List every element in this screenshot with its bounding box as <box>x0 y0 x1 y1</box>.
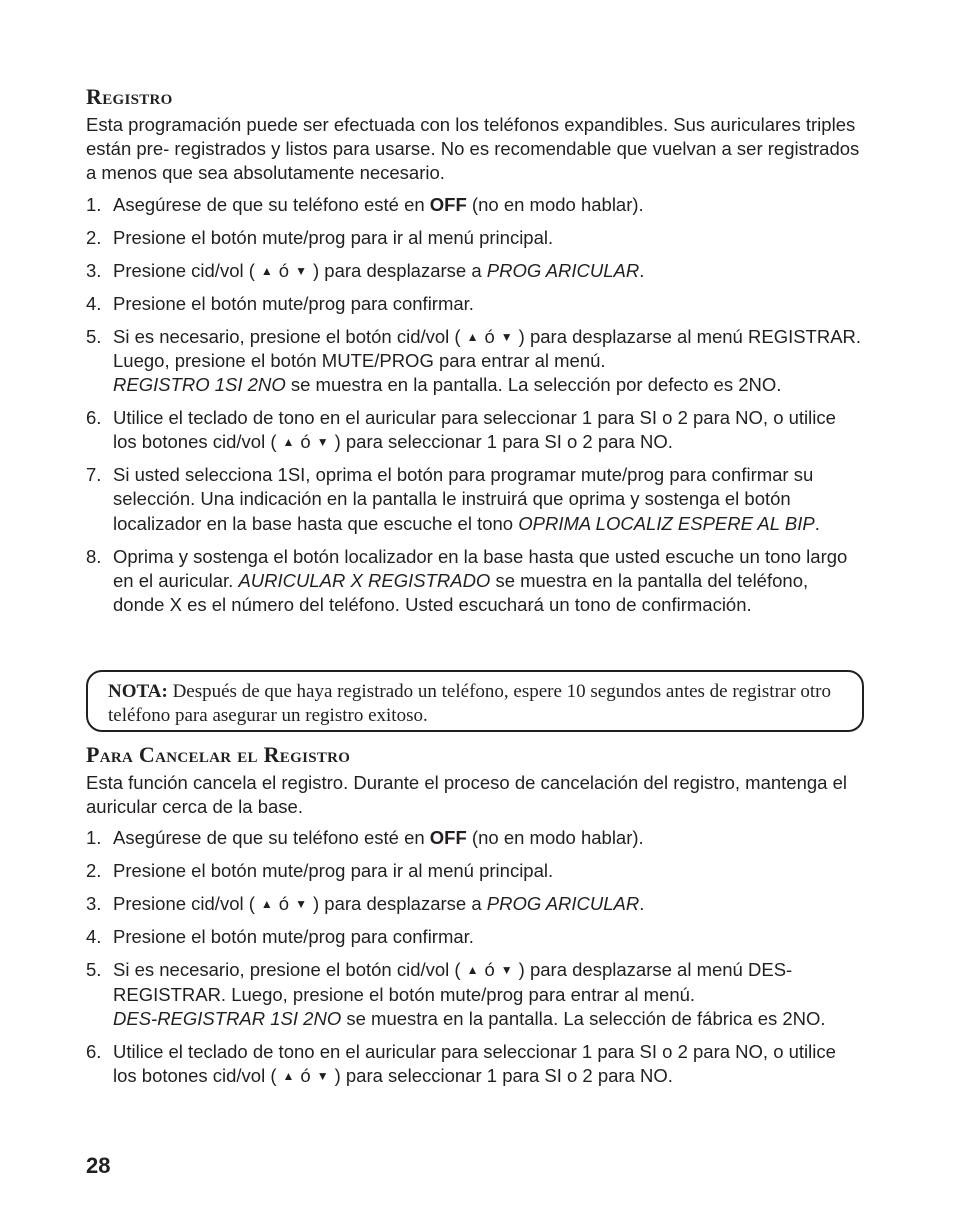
step-text: . <box>639 893 645 915</box>
list-item <box>86 859 864 883</box>
down-triangle-icon: ▼ <box>500 329 513 344</box>
step-number: 7. <box>86 464 102 486</box>
section-title: Registro <box>86 84 173 109</box>
up-triangle-icon: ▲ <box>466 963 479 978</box>
step-number: 2. <box>86 860 102 882</box>
step-text: ó <box>300 1065 311 1087</box>
steps-list <box>86 826 864 1088</box>
off-label: OFF <box>429 193 467 215</box>
section-title: Para Cancelar el Registro <box>86 742 351 767</box>
section-registro <box>86 84 864 626</box>
page-number: 28 <box>86 1153 111 1178</box>
step-text: . <box>639 259 645 281</box>
section-cancelar-registro <box>86 742 864 1097</box>
step-text: Presione el botón mute/prog para confirmar. <box>113 926 474 948</box>
list-item <box>86 1040 864 1088</box>
step-text: ó <box>484 325 495 347</box>
step-number: 4. <box>86 926 102 948</box>
step-text: (no en modo hablar). <box>466 827 644 849</box>
step-text: ) para desplazarse al menú REGISTRAR. Luego, presione el botón MUTE/PROG para entrar al menú. <box>113 325 862 371</box>
up-triangle-icon: ▲ <box>466 329 479 344</box>
display-text: REGISTRO 1SI 2NO <box>113 374 286 396</box>
step-number: 4. <box>86 292 102 314</box>
step-text: ) para seleccionar 1 para SI o 2 para NO. <box>334 431 673 453</box>
display-text: PROG ARICULAR <box>486 893 640 915</box>
step-number: 8. <box>86 545 102 567</box>
list-item <box>86 958 864 1031</box>
up-triangle-icon: ▲ <box>282 1069 295 1084</box>
step-number: 3. <box>86 893 102 915</box>
step-text: Presione el botón mute/prog para ir al menú principal. <box>113 860 554 882</box>
step-text: ó <box>278 893 290 915</box>
step-text: se muestra en la pantalla. La selección de fábrica es 2NO. <box>341 1007 826 1029</box>
step-text: se muestra en la pantalla del teléfono, donde X es el número del teléfono. Usted escuchará un tono de confirmación. <box>113 569 809 616</box>
note-box <box>86 670 864 732</box>
step-text: Si es necesario, presione el botón cid/vol ( <box>113 959 461 981</box>
section-intro: Esta programación puede ser efectuada con los teléfonos expandibles. Sus auriculares triples están pre- registrados y listos para usarse. No es recomendable que vuelvan a ser registrados a menos que sea absolutamente necesario. <box>86 114 860 184</box>
list-item <box>86 292 864 316</box>
note-label: NOTA: <box>108 681 168 702</box>
list-item <box>86 463 864 536</box>
step-text: Asegúrese de que su teléfono esté en <box>113 827 430 849</box>
step-text: ) para desplazarse a <box>312 893 487 915</box>
up-triangle-icon: ▲ <box>260 263 273 278</box>
step-text: ) para desplazarse al menú DES-REGISTRAR. Luego, presione el botón mute/prog para entrar al menú. <box>113 959 793 1005</box>
list-item <box>86 259 864 283</box>
step-text: Si es necesario, presione el botón cid/vol ( <box>113 325 461 347</box>
down-triangle-icon: ▼ <box>500 963 513 978</box>
step-text: Presione el botón mute/prog para ir al menú principal. <box>113 226 554 248</box>
step-number: 1. <box>86 827 102 849</box>
step-number: 3. <box>86 259 102 281</box>
note-text: Después de que haya registrado un teléfono, espere 10 segundos antes de registrar otro teléfono para asegurar un registro exitoso. <box>108 681 832 726</box>
down-triangle-icon: ▼ <box>316 1069 329 1084</box>
step-text: Presione el botón mute/prog para confirmar. <box>113 292 474 314</box>
step-text: ó <box>484 959 495 981</box>
step-text: ) para seleccionar 1 para SI o 2 para NO. <box>334 1065 673 1087</box>
section-intro: Esta función cancela el registro. Durante el proceso de cancelación del registro, mantenga el auricular cerca de la base. <box>86 772 847 818</box>
display-text: PROG ARICULAR <box>486 259 640 281</box>
list-item <box>86 826 864 850</box>
step-text: Oprima y sostenga el botón localizador en la base hasta que usted escuche un tono largo en el auricular. <box>113 545 848 591</box>
step-number: 5. <box>86 959 102 981</box>
step-text: Utilice el teclado de tono en el auricular para seleccionar 1 para SI o 2 para NO, o utilice los botones cid/vol ( <box>113 407 836 453</box>
step-text: ó <box>300 431 311 453</box>
down-triangle-icon: ▼ <box>316 435 329 450</box>
step-text: ó <box>278 259 290 281</box>
list-item <box>86 406 864 454</box>
step-number: 1. <box>86 193 102 215</box>
down-triangle-icon: ▼ <box>295 263 307 278</box>
step-text: Asegúrese de que su teléfono esté en <box>113 193 430 215</box>
step-text: ) para desplazarse a <box>312 259 487 281</box>
display-text: AURICULAR X REGISTRADO <box>238 569 491 591</box>
display-text: DES-REGISTRAR 1SI 2NO <box>113 1007 342 1029</box>
list-item <box>86 226 864 250</box>
display-text: OPRIMA LOCALIZ ESPERE AL BIP <box>518 512 815 534</box>
step-text: Presione cid/vol ( <box>113 259 255 281</box>
step-text: Presione cid/vol ( <box>113 893 255 915</box>
step-text: se muestra en la pantalla. La selección por defecto es 2NO. <box>285 374 782 396</box>
step-number: 5. <box>86 325 102 347</box>
step-number: 2. <box>86 226 102 248</box>
step-text: Utilice el teclado de tono en el auricular para seleccionar 1 para SI o 2 para NO, o utilice los botones cid/vol ( <box>113 1040 836 1087</box>
step-text: . <box>814 512 820 534</box>
up-triangle-icon: ▲ <box>282 435 295 450</box>
up-triangle-icon: ▲ <box>260 897 273 912</box>
list-item <box>86 925 864 949</box>
down-triangle-icon: ▼ <box>295 897 307 912</box>
off-label: OFF <box>429 827 467 849</box>
step-text: (no en modo hablar). <box>466 193 644 215</box>
list-item <box>86 545 864 618</box>
list-item <box>86 193 864 217</box>
step-number: 6. <box>86 407 102 429</box>
step-text: Si usted selecciona 1SI, oprima el botón para programar mute/prog para confirmar su selección. Una indicación en la pantalla le instruirá que oprima y sostenga el botón localizador en la base hasta que escuche el tono <box>113 464 814 534</box>
list-item <box>86 325 864 398</box>
list-item <box>86 892 864 916</box>
step-number: 6. <box>86 1040 102 1062</box>
steps-list <box>86 193 864 618</box>
